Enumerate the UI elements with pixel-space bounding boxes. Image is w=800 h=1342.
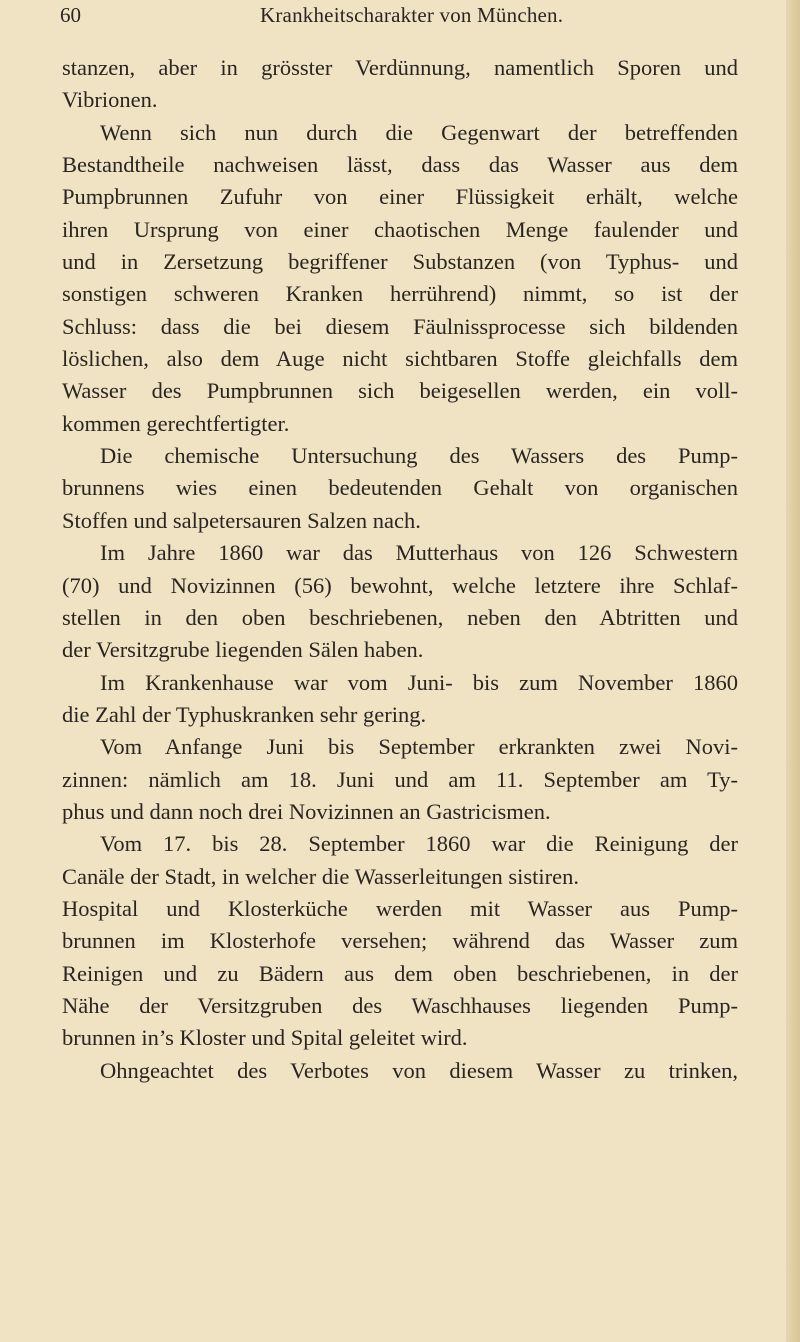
text-line: Schluss: dass die bei diesem Fäulnissprocesse sich bildenden [62,313,738,339]
text-line: sonstigen schweren Kranken herrührend) nimmt, so ist der [62,281,738,307]
text-line: Wenn sich nun durch die Gegenwart der betreffenden [100,119,738,145]
running-title: Krankheitscharakter von München. [260,3,564,27]
text-line: brunnens wies einen bedeutenden Gehalt von organischen [62,475,738,501]
text-line: Nähe der Versitzgruben des Waschhauses liegenden Pump- [62,992,738,1018]
text-line: Bestandtheile nachweisen lässt, dass das Wasser aus dem [62,152,738,178]
text-line: kommen gerechtfertigter. [62,410,290,436]
text-line: Pumpbrunnen Zufuhr von einer Flüssigkeit erhält, welche [62,184,738,210]
body-text [62,52,738,1087]
text-line: Stoffen und salpetersauren Salzen nach. [62,507,421,533]
text-line: stanzen, aber in grösster Verdünnung, namentlich Sporen und [62,55,738,80]
text-line: phus und dann noch drei Novizinnen an Gastricismen. [62,798,551,824]
text-line: Vibrionen. [62,87,158,113]
page-edge [786,0,800,1342]
text-line: (70) und Novizinnen (56) bewohnt, welche letztere ihre Schlaf- [62,572,738,598]
text-line: Im Krankenhause war vom Juni- bis zum November 1860 [100,669,738,695]
text-line: Vom Anfange Juni bis September erkrankten zwei Novi- [100,734,738,760]
text-line: die Zahl der Typhuskranken sehr gering. [62,701,427,727]
text-line: Im Jahre 1860 war das Mutterhaus von 126 Schwestern [100,540,738,566]
text-line: löslichen, also dem Auge nicht sichtbaren Stoffe gleichfalls dem [62,346,738,372]
text-line: Canäle der Stadt, in welcher die Wasserleitungen sistiren. [62,863,579,889]
text-line: und in Zersetzung begriffener Substanzen (von Typhus- und [62,249,738,275]
text-line: Die chemische Untersuchung des Wassers des Pump- [100,443,738,469]
text-line: zinnen: nämlich am 18. Juni und am 11. September am Ty- [62,766,738,792]
text-line: Wasser des Pumpbrunnen sich beigesellen werden, ein voll- [62,378,738,404]
text-line: Ohngeachtet des Verbotes von diesem Wasser zu trinken, [100,1057,738,1083]
text-line: Reinigen und zu Bädern aus dem oben beschriebenen, in der [62,960,738,986]
text-line: Vom 17. bis 28. September 1860 war die Reinigung der [100,831,738,857]
text-line: ihren Ursprung von einer chaotischen Menge faulender und [62,216,738,242]
text-line: brunnen in’s Kloster und Spital geleitet wird. [62,1025,468,1051]
page-number: 60 [60,3,81,27]
text-line: stellen in den oben beschriebenen, neben den Abtritten und [62,604,738,630]
running-header [60,3,620,31]
text-line: brunnen im Klosterhofe versehen; während das Wasser zum [62,928,738,954]
text-line: Hospital und Klosterküche werden mit Wasser aus Pump- [62,895,738,921]
text-line: der Versitzgrube liegenden Sälen haben. [62,637,424,663]
